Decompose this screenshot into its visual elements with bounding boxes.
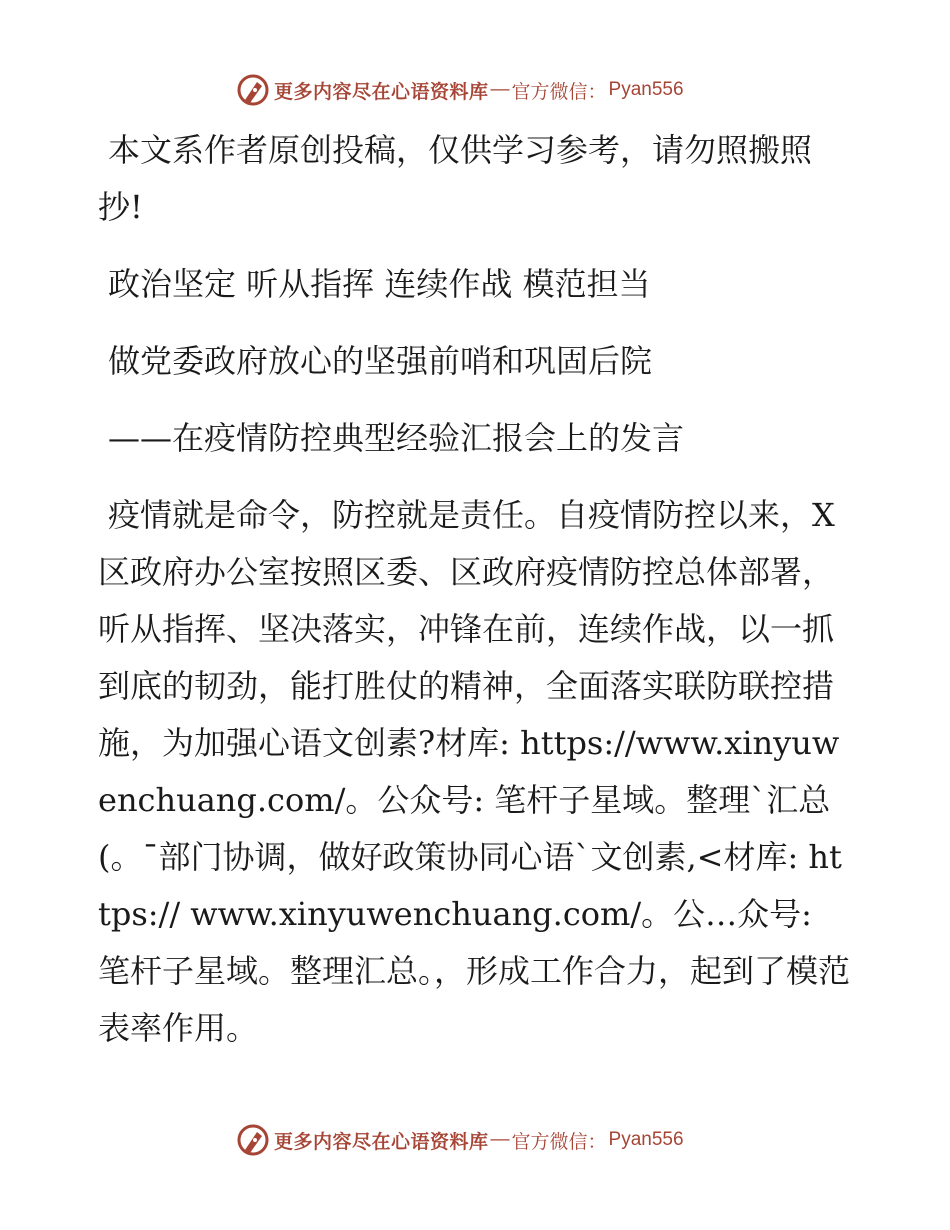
- banner-wechat-label: 官方微信：: [511, 80, 607, 103]
- pen-nib-circle-icon: [236, 73, 270, 107]
- banner-dash: —: [490, 79, 510, 100]
- document-title-line-2: 做党委政府放心的坚强前哨和巩固后院: [108, 342, 653, 380]
- disclaimer-text: 本文系作者原创投稿，仅供学习参考，请勿照搬照抄!: [98, 131, 813, 226]
- banner-dash: —: [490, 1129, 510, 1150]
- footer-banner: [236, 1122, 684, 1158]
- banner-wechat-id: Pyan556: [608, 1129, 684, 1150]
- header-banner: [236, 72, 684, 108]
- banner-text: 更多内容尽在心语资料库: [274, 1130, 489, 1153]
- document-body: [98, 122, 850, 1057]
- pen-nib-circle-icon: [236, 1123, 270, 1157]
- document-subtitle: ——在疫情防控典型经验汇报会上的发言: [108, 419, 685, 457]
- document-title-line-1: 政治坚定 听从指挥 连续作战 模范担当: [108, 265, 651, 303]
- banner-wechat-id: Pyan556: [608, 79, 684, 100]
- body-paragraph: 疫情就是命令，防控就是责任。自疫情防控以来，X区政府办公室按照区委、区政府疫情防控总体部署，听从指挥、坚决落实，冲锋在前，连续作战，以一抓到底的韧劲，能打胜仗的精神，全面落实联防联控措施，为加强心语文创素?材库: https://www.xinyuwenchuang.com/。公众号: 笔杆子星域。整理`汇总(。¯部门协调，做好政策协同心语`文创素,<材库: https:// www.xinyuwenchuang.com/。公…众号: 笔杆子星域。整理汇总。，形成工作合力，起到了模范表率作用。: [98, 496, 851, 1047]
- banner-wechat-label: 官方微信：: [511, 1130, 607, 1153]
- banner-text: 更多内容尽在心语资料库: [274, 80, 489, 103]
